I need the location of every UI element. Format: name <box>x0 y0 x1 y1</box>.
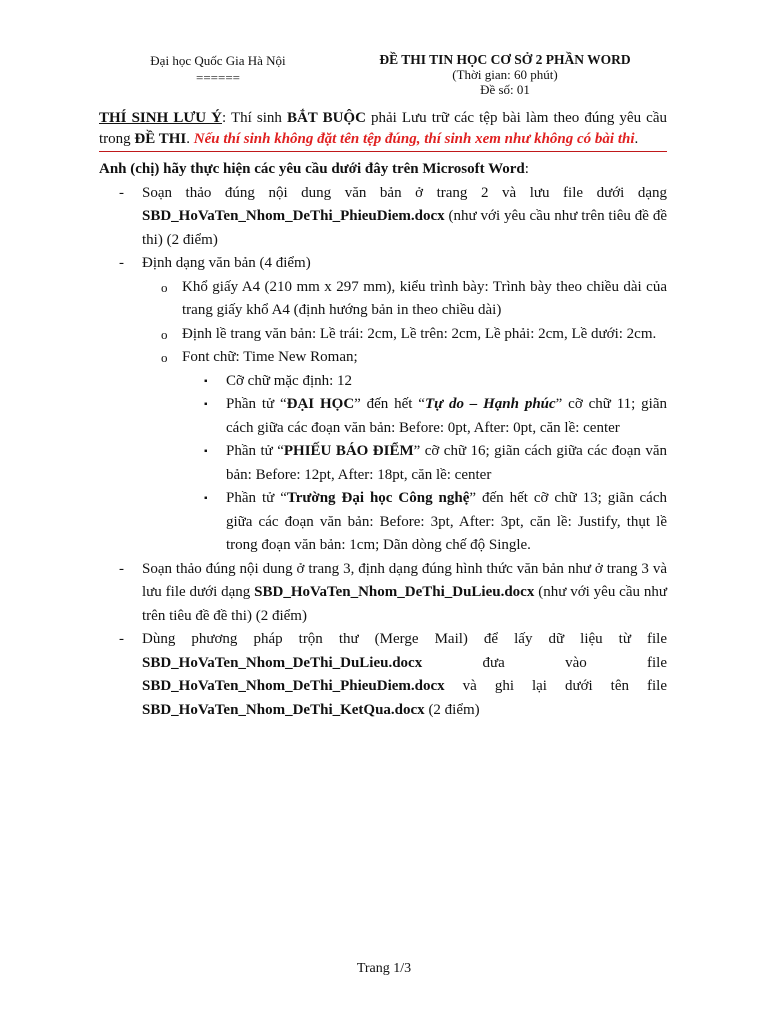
circle-marker: o <box>161 350 168 365</box>
circle-marker: o <box>161 279 168 295</box>
rule-bold: ĐẠI HỌC <box>286 396 355 412</box>
notice-warning: Nếu thí sinh không đặt tên tệp đúng, thí sinh xem như không có bài thi <box>190 131 635 147</box>
dash-marker: - <box>119 184 124 201</box>
task-4-template-file: SBD_HoVaTen_Nhom_DeThi_PhieuDiem.docx <box>142 678 445 694</box>
page-number: Trang 1/3 <box>356 961 412 976</box>
task-1-note: (như với yêu cầu như trên tiêu đề đề thi) (2 điểm) <box>142 208 667 248</box>
task-1-text: Soạn thảo đúng nội dung văn bản ở trang 2 và lưu file dưới dạng <box>142 184 667 201</box>
task-4-word: file <box>647 654 668 671</box>
rule-text: Phần tử “ <box>226 443 284 459</box>
notice-divider <box>99 151 667 152</box>
font-rule-school <box>99 487 667 558</box>
notice-colon: : <box>222 110 227 126</box>
notice-label: THÍ SINH LƯU Ý <box>99 110 222 126</box>
task-4-line-3 <box>142 675 667 699</box>
task-4-line-4 <box>142 699 667 723</box>
task-3 <box>99 558 667 629</box>
rule-bold-italic: Tự do – Hạnh phúc <box>424 396 556 412</box>
square-marker: ▪ <box>204 375 208 387</box>
task-4-source-file: SBD_HoVaTen_Nhom_DeThi_DuLieu.docx <box>142 654 423 671</box>
rule-bold: PHIẾU BÁO ĐIỂM <box>283 443 414 459</box>
task-4-result-file: SBD_HoVaTen_Nhom_DeThi_KetQua.docx <box>142 701 425 718</box>
task-2-font <box>99 346 667 370</box>
task-2-paper <box>99 276 667 323</box>
notice-exam: ĐỀ THI <box>134 131 187 147</box>
rule-text: ” cỡ chữ 16; giãn cách giữa các đoạn văn bản: Before: 12pt, After: 18pt, căn lề: center <box>226 443 667 483</box>
task-3-note: (như với yêu cầu như trên tiêu đề đề thi) (2 điểm) <box>142 584 667 624</box>
rule-text: ” đến hết “ <box>354 396 425 412</box>
notice-text-2: phải Lưu trữ các tệp bài làm theo đúng yêu cầu trong <box>99 110 667 147</box>
intro-line <box>99 158 667 182</box>
circle-marker: o <box>161 326 168 342</box>
intro-text: Anh (chị) hãy thực hiện các yêu cầu dưới đây trên Microsoft Word <box>99 161 525 177</box>
header-left <box>118 52 318 86</box>
task-2-title: Định dạng văn bản (4 điểm) <box>142 255 311 271</box>
rule-text: ” đến hết cỡ chữ 13; giãn cách giữa các đoạn văn bản: Before: 3pt, After: 3pt, căn lề: Justify, thụt lề trong đoạn văn bản: 1cm; Dãn dòng chế độ Single. <box>226 490 667 553</box>
task-1 <box>99 182 667 253</box>
task-3-text: Soạn thảo đúng nội dung ở trang 3, định dạng đúng hình thức văn bản như ở trang 3 và lưu file dưới dạng <box>142 560 667 600</box>
exam-number: Đề số: 01 <box>480 82 530 97</box>
header-right <box>340 52 670 97</box>
notice-mandatory: BẮT BUỘC <box>286 110 366 126</box>
header-underline: ====== <box>196 70 240 85</box>
task-4-line-2 <box>142 652 667 676</box>
task-2-margins <box>99 323 667 347</box>
task-4-line-1: Dùng phương pháp trộn thư (Merge Mail) để lấy dữ liệu từ file <box>142 631 667 647</box>
paper-size-text: Khổ giấy A4 (210 mm x 297 mm), kiểu trình bày: Trình bày theo chiều dài của trang giấy khổ A4 (định hướng bản in theo chiều dài) <box>182 278 667 318</box>
notice-dot: . <box>186 131 190 147</box>
exam-body <box>99 158 667 722</box>
university-name: Đại học Quốc Gia Hà Nội <box>150 53 286 68</box>
notice-end: . <box>634 131 639 147</box>
rule-text: Phần tử “ <box>226 490 287 506</box>
task-1-filename: SBD_HoVaTen_Nhom_DeThi_PhieuDiem.docx <box>142 208 445 224</box>
default-size-text: Cỡ chữ mặc định: 12 <box>226 372 353 389</box>
square-marker: ▪ <box>204 446 208 457</box>
dash-marker: - <box>119 560 124 577</box>
dash-marker: - <box>119 255 124 271</box>
dash-marker: - <box>119 631 124 647</box>
task-4-word: đưa <box>482 654 505 671</box>
intro-colon: : <box>524 161 529 177</box>
candidate-notice <box>99 108 667 150</box>
font-text: Font chữ: Time New Roman; <box>182 349 358 365</box>
rule-text: ” cỡ chữ 11; giãn cách giữa các đoạn văn bản: Before: 0pt, After: 0pt, căn lề: center <box>226 396 667 436</box>
font-default-size <box>99 370 667 394</box>
notice-text-1: Thí sinh <box>226 110 287 126</box>
margins-text: Định lề trang văn bản: Lề trái: 2cm, Lề trên: 2cm, Lề phải: 2cm, Lề dưới: 2cm. <box>182 325 657 342</box>
task-2 <box>99 252 667 276</box>
task-4-text: và ghi lại dưới tên file <box>444 678 667 694</box>
exam-title: ĐỀ THI TIN HỌC CƠ SỞ 2 PHẦN WORD <box>379 52 631 67</box>
rule-text: Phần tử “ <box>226 396 287 412</box>
task-4-word: vào <box>565 654 587 671</box>
font-rule-university <box>99 393 667 440</box>
exam-duration: (Thời gian: 60 phút) <box>452 67 558 82</box>
task-4 <box>99 628 667 722</box>
task-3-filename: SBD_HoVaTen_Nhom_DeThi_DuLieu.docx <box>254 584 535 600</box>
task-4-points: (2 điểm) <box>424 701 480 718</box>
square-marker: ▪ <box>204 493 208 504</box>
font-rule-report <box>99 440 667 487</box>
square-marker: ▪ <box>204 399 208 410</box>
rule-bold: Trường Đại học Công nghệ <box>286 490 470 506</box>
